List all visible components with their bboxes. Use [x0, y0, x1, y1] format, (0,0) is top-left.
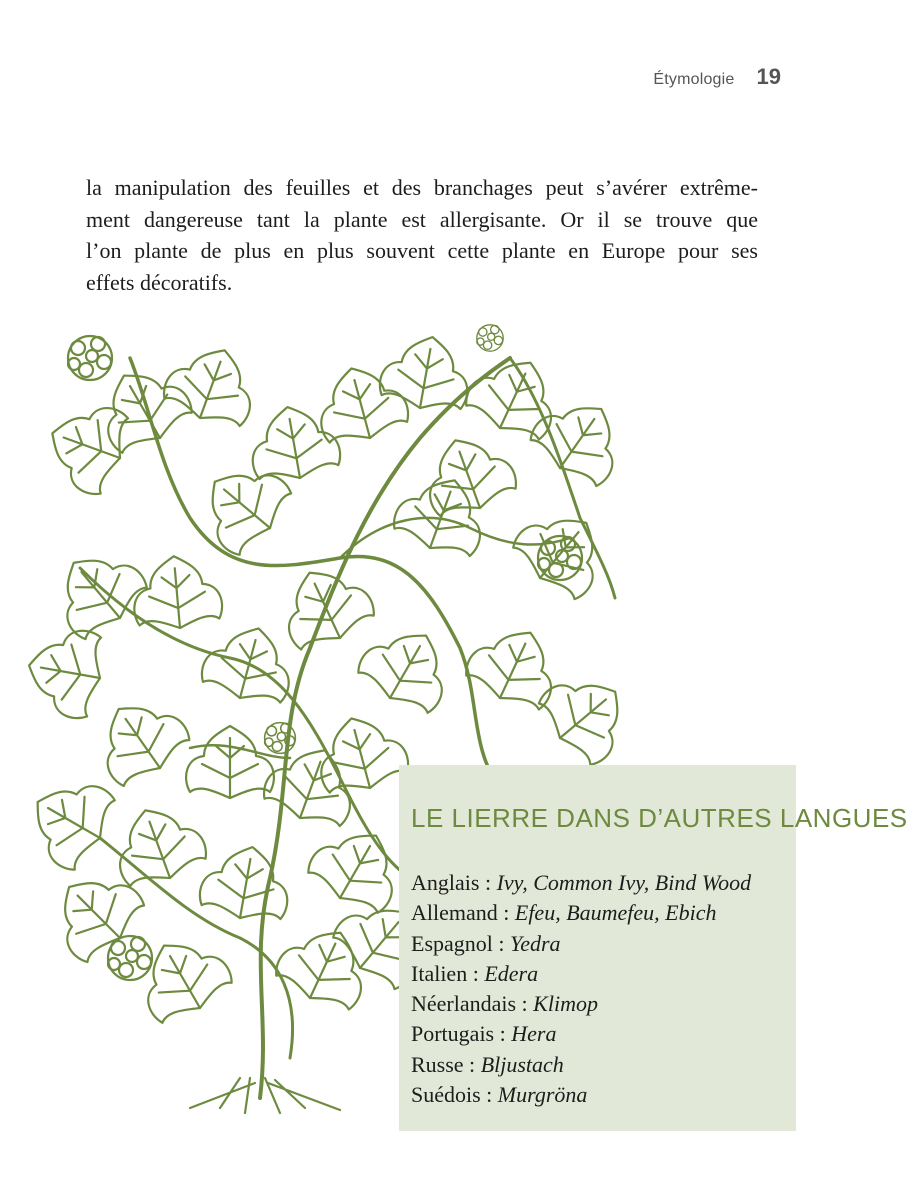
language-words: Edera — [484, 960, 539, 986]
language-item — [411, 1050, 786, 1080]
language-item — [411, 959, 786, 989]
language-list — [411, 868, 786, 1110]
language-name: Allemand : — [411, 900, 515, 926]
body-line: ment dangereuse tant la plante est allergisante. Or il se trouve que — [86, 206, 758, 232]
body-line: l’on plante de plus en plus souvent cette plante en Europe pour ses — [86, 238, 758, 263]
language-name: Espagnol : — [411, 930, 510, 956]
running-head — [653, 64, 781, 90]
language-words: Hera — [511, 1021, 557, 1047]
language-words: Yedra — [510, 930, 561, 956]
body-line: effets décoratifs. — [86, 269, 233, 295]
page-number: 19 — [756, 64, 781, 89]
language-name: Portugais : — [411, 1021, 512, 1047]
languages-box — [399, 765, 908, 1131]
language-item — [411, 868, 786, 898]
body-paragraph — [86, 172, 758, 298]
language-name: Anglais : — [411, 870, 497, 895]
language-item — [411, 929, 786, 959]
language-name: Italien : — [411, 960, 485, 986]
box-title: LE LIERRE DANS D’AUTRES LANGUES — [411, 803, 908, 833]
language-item — [411, 898, 786, 928]
language-name: Suédois : — [411, 1082, 498, 1108]
language-name: Néerlandais : — [411, 991, 534, 1017]
running-title: Étymologie — [653, 71, 735, 88]
language-item — [411, 1080, 786, 1110]
language-item — [411, 989, 786, 1019]
language-words: Murgröna — [497, 1082, 588, 1108]
language-name: Russe : — [411, 1051, 481, 1077]
language-words: Klimop — [533, 991, 598, 1017]
language-words: Efeu, Baumefeu, Ebich — [514, 900, 717, 926]
language-words: Bljustach — [480, 1051, 564, 1077]
language-item — [411, 1019, 786, 1049]
language-words: Ivy, Common Ivy, Bind Wood — [496, 870, 752, 895]
body-line: la manipulation des feuilles et des branchages peut s’avérer extrême- — [86, 175, 758, 200]
